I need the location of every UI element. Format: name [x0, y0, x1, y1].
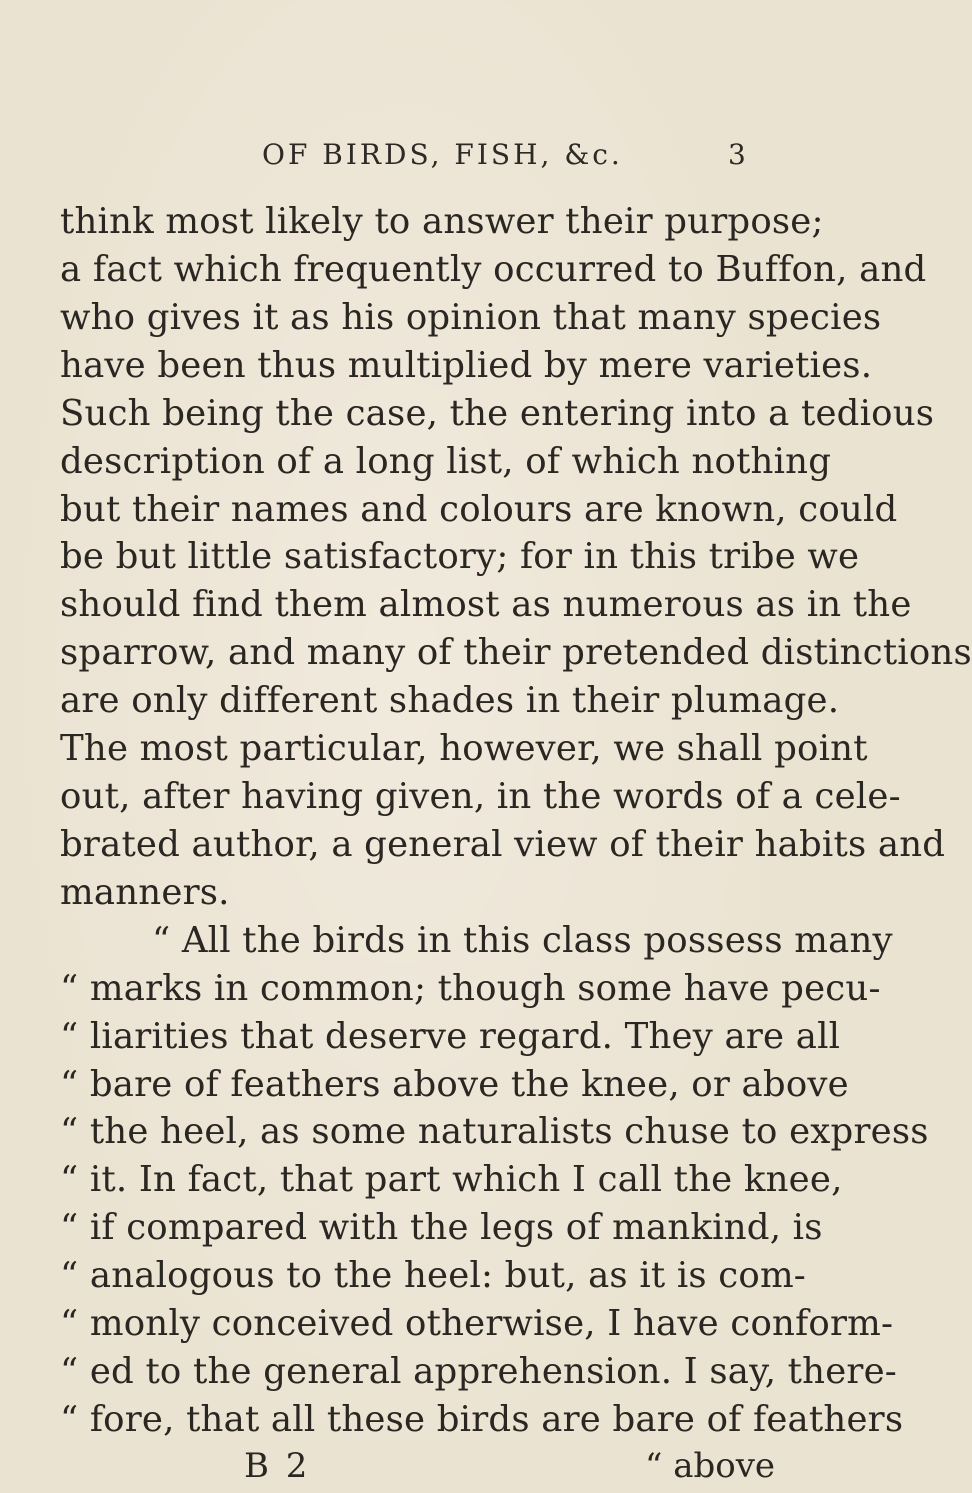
text-line: be but little satisfactory; for in this tribe we [60, 536, 860, 578]
running-head [0, 138, 800, 178]
catchword: “ above [645, 1446, 776, 1486]
quote-line: “ analogous to the heel: but, as it is com- [60, 1255, 807, 1297]
quote-line: “ fore, that all these birds are bare of feathers [60, 1399, 904, 1440]
running-head-title: OF BIRDS, FISH, &c. [262, 138, 623, 171]
text-line: have been thus multiplied by mere varieties. [60, 344, 873, 386]
quote-line: “ it. In fact, that part which I call the knee, [60, 1159, 843, 1201]
quote-line: “ monly conceived otherwise, I have conform- [60, 1303, 894, 1345]
quote-line: “ ed to the general apprehension. I say, there- [60, 1351, 897, 1393]
quote-line: “ liarities that deserve regard. They are all [60, 1015, 841, 1057]
quote-line: “ All the birds in this class possess many [152, 919, 893, 961]
quote-line: “ bare of feathers above the knee, or above [60, 1063, 849, 1105]
text-line: Such being the case, the entering into a tedious [60, 392, 935, 434]
quote-line: “ marks in common; though some have pecu- [60, 967, 881, 1009]
text-line: are only different shades in their plumage. [60, 680, 840, 722]
text-line: brated author, a general view of their habits and [60, 823, 946, 865]
quote-line: “ if compared with the legs of mankind, is [60, 1207, 823, 1249]
text-line: who gives it as his opinion that many species [60, 296, 882, 338]
text-line: sparrow, and many of their pretended distinctions [60, 632, 972, 674]
text-line: manners. [60, 871, 230, 913]
text-line: think most likely to answer their purpose; [60, 201, 824, 242]
text-line: but their names and colours are known, could [60, 488, 898, 530]
signature-mark: B 2 [244, 1446, 311, 1486]
page-number: 3 [728, 138, 746, 171]
text-line: The most particular, however, we shall point [60, 728, 868, 770]
text-line: out, after having given, in the words of a cele- [60, 776, 901, 818]
text-line: a fact which frequently occurred to Buffon, and [60, 248, 927, 290]
text-line: description of a long list, of which nothing [60, 440, 832, 482]
quote-line: “ the heel, as some naturalists chuse to express [60, 1111, 929, 1153]
text-line: should find them almost as numerous as in the [60, 584, 912, 626]
